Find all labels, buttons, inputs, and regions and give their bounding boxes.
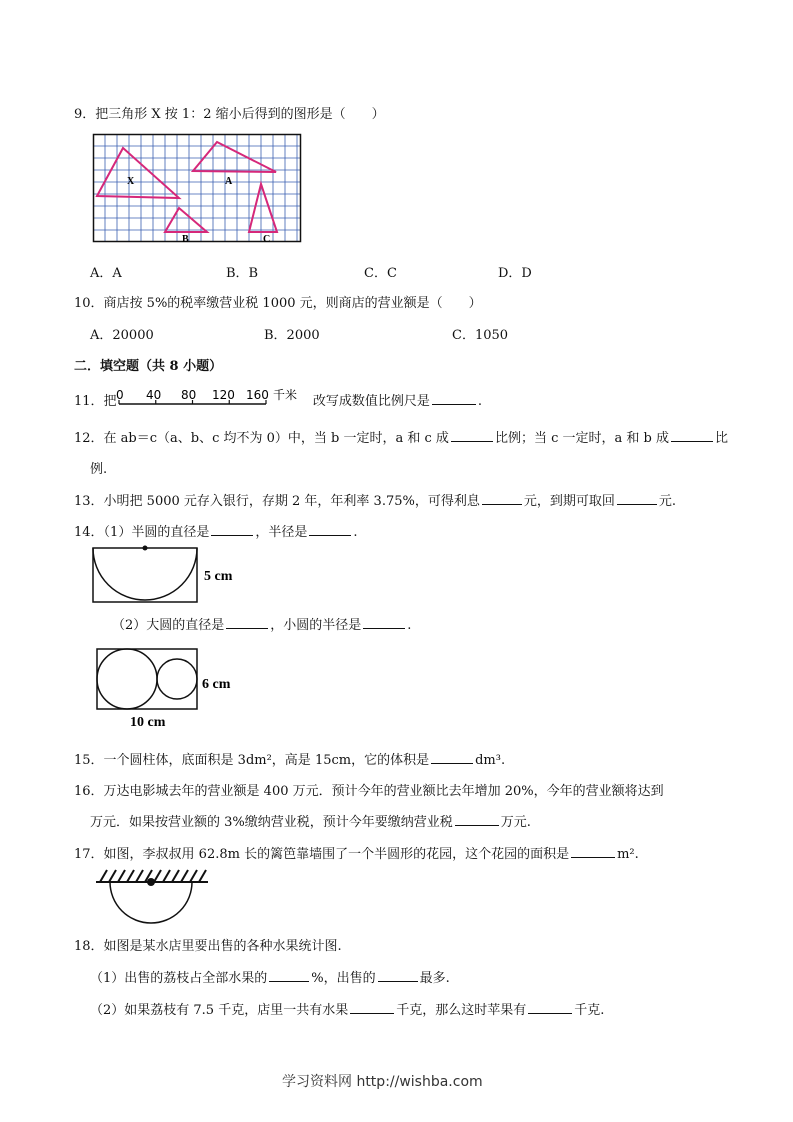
q17-wall-semicircle-figure [96,868,212,924]
q11-scale-bar [116,386,306,410]
scale-tick-label-40: 40 [146,388,162,402]
q14-part2: （2）大圆的直径是 ，小圆的半径是 . [112,618,412,633]
q15-line: 15．一个圆柱体，底面积是 3dm²，高是 15cm，它的体积是 dm³. [74,753,506,768]
q18-part2: （2）如果荔枝有 7.5 千克，店里一共有水果 千克，那么这时苹果有 千克. [90,1003,605,1018]
q9-grid-figure [93,134,303,244]
label-x: X [127,176,135,187]
scale-tick-label-120: 120 [212,388,235,402]
q14-blank-1[interactable] [211,523,253,536]
section-heading: 二．填空题（共 8 小题） [74,359,223,374]
q17-blank[interactable] [571,845,615,858]
q13-blank-1[interactable] [482,492,522,505]
q11-end: . [477,394,482,409]
label-c: C [263,234,271,245]
q18-blank-4[interactable] [528,1001,572,1014]
scale-tick-label-160: 160 [246,388,269,402]
q14-blank-2[interactable] [309,523,351,536]
wall-hatch-line [118,870,125,882]
q9-stem: 9．把三角形 X 按 1：2 缩小后得到的图形是（ ） [74,107,385,122]
wall-hatch-line [109,870,116,882]
q17-line: 17．如图，李叔叔用 62.8m 长的篱笆靠墙围了一个半圆形的花园，这个花园的面积是 m². [74,847,639,862]
triangle-x [97,148,179,198]
q12-blank-1[interactable] [451,429,493,442]
q12-blank-2[interactable] [671,429,713,442]
q11-blank[interactable] [432,392,476,405]
scale-unit: 千米 [273,388,298,402]
q10-option-c: C．1050 [452,328,509,343]
q14-blank-3[interactable] [226,616,268,629]
scale-tick-label-0: 0 [116,388,124,402]
q12-line1: 12．在 ab＝c（a、b、c 均不为 0）中，当 b 一定时，a 和 c 成 比例；当 c 一定时，a 和 b 成 比 [74,431,728,446]
wall-hatch-line [136,870,143,882]
q9-option-b: B．B [226,266,259,281]
wall-hatch-line [199,870,206,882]
wall-hatch-line [127,870,134,882]
q14-fig2-label-bottom: 10 cm [130,715,166,730]
label-b: B [182,234,189,245]
q16-line2: 万元．如果按营业额的 3%缴纳营业税，预计今年要缴纳营业税 万元. [90,815,531,830]
wall-hatch-line [190,870,197,882]
q18-blank-2[interactable] [378,969,418,982]
q9-option-a: A．A [90,266,122,281]
q18-stem: 18．如图是某水店里要出售的各种水果统计图. [74,939,342,954]
q18-blank-1[interactable] [269,969,309,982]
q14-circles-figure [96,648,256,730]
q11-post: 改写成数值比例尺是 [312,394,430,409]
wall-hatch-line [154,870,161,882]
wall-hatch-line [100,870,107,882]
q14-part1: 14．（1）半圆的直径是 ，半径是 . [74,525,358,540]
q12-line2: 例. [90,462,108,477]
page-footer: 学习资料网 http://wishba.com [282,1074,483,1090]
triangle-a [193,142,276,172]
q10-option-b: B．2000 [264,328,320,343]
q10-option-a: A．20000 [90,328,154,343]
wall-hatch-line [181,870,188,882]
q13-line: 13．小明把 5000 元存入银行，存期 2 年，年利率 3.75%，可得利息 元，到期可取回 元. [74,494,677,509]
q9-option-d: D．D [498,266,532,281]
wall-hatch-line [163,870,170,882]
q14-fig2-label-right: 6 cm [202,677,231,692]
q11-pre: 11．把 [74,394,117,409]
q10-stem: 10．商店按 5%的税率缴营业税 1000 元，则商店的营业额是（ ） [74,296,482,311]
q16-blank[interactable] [455,813,499,826]
q9-option-c: C．C [364,266,397,281]
q16-line1: 16．万达电影城去年的营业额是 400 万元．预计今年的营业额比去年增加 20%，今年的营业额将达到 [74,784,664,799]
label-a: A [225,176,233,187]
q18-part1: （1）出售的荔枝占全部水果的 %，出售的 最多. [90,971,450,986]
scale-tick-label-80: 80 [181,388,197,402]
q13-blank-2[interactable] [617,492,657,505]
q14-fig1-label: 5 cm [204,569,233,584]
q14-blank-4[interactable] [363,616,405,629]
q18-blank-3[interactable] [350,1001,394,1014]
q15-blank[interactable] [431,751,473,764]
q14-semicircle-figure [92,546,252,604]
wall-hatch-line [172,870,179,882]
